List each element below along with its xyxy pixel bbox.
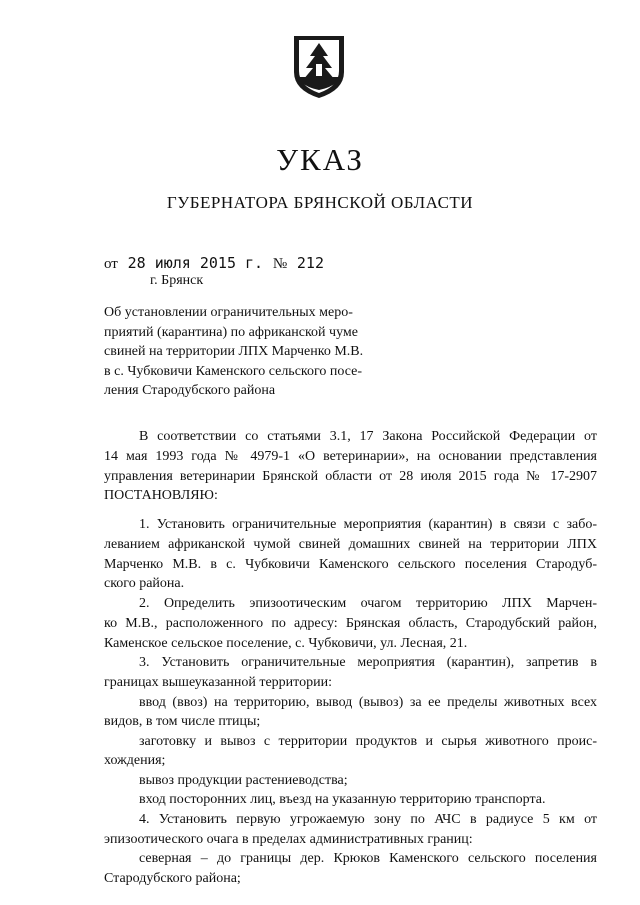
body-line: 2. Определить эпизоотическим очагом территорию ЛПХ Марчен-: [139, 596, 597, 611]
body-line: вход посторонних лиц, въезд на указанную территорию транспорта.: [139, 792, 546, 807]
date-prefix: от: [104, 256, 118, 272]
number-sign: №: [272, 256, 288, 272]
subject-line: приятий (карантина) по африканской чуме: [104, 324, 358, 340]
body-line: вывоз продукции растениеводства;: [139, 773, 348, 788]
body-line: границах вышеуказанной территории:: [104, 675, 332, 690]
body-line: 4. Установить первую угрожаемую зону по АЧС в радиусе 5 км от: [139, 812, 597, 827]
body-line: управления ветеринарии Брянской области от 28 июля 2015 года № 17-2907: [104, 469, 597, 484]
subject-line: в с. Чубковичи Каменского сельского посе-: [104, 363, 362, 379]
body-line: 3. Установить ограничительные мероприятия (карантин), запретив в: [139, 655, 597, 670]
body-line: ввод (ввоз) на территорию, вывод (вывоз) за ее пределы животных всех: [139, 695, 597, 710]
bryansk-coat-of-arms-icon: [290, 32, 348, 100]
body-line: северная – до границы дер. Крюков Каменского сельского поселения: [139, 851, 597, 866]
subject-line: Об установлении ограничительных меро-: [104, 305, 353, 320]
decree-date-line: [104, 254, 324, 273]
body-line: Стародубского района;: [104, 871, 241, 886]
body-line: 14 мая 1993 года № 4979-1 «О ветеринарии», на основании представления: [104, 449, 597, 464]
body-line: ко М.В., расположенного по адресу: Брянская область, Стародубский район,: [104, 616, 597, 631]
body-line: Каменское сельское поселение, с. Чубковичи, ул. Лесная, 21.: [104, 636, 468, 651]
body-line: хождения;: [104, 753, 166, 768]
body-line: эпизоотического очага в пределах административных границ:: [104, 832, 473, 847]
subject-line: свиней на территории ЛПХ Марченко М.В.: [104, 344, 364, 359]
body-line: ПОСТАНОВЛЯЮ:: [104, 488, 218, 503]
subject-line: ления Стародубского района: [104, 383, 276, 398]
decree-subject: [104, 303, 363, 401]
decree-date: 28 июля 2015 г.: [127, 254, 264, 272]
decree-city: г. Брянск: [150, 273, 204, 288]
body-line: 1. Установить ограничительные мероприятия (карантин) в связи с забо-: [139, 517, 597, 532]
decree-number: 212: [296, 254, 324, 272]
document-subtitle: ГУБЕРНАТОРА БРЯНСКОЙ ОБЛАСТИ: [166, 193, 474, 212]
document-title: УКАЗ: [276, 142, 364, 177]
body-line: видов, в том числе птицы;: [104, 714, 261, 729]
body-line: ского района.: [104, 576, 185, 591]
body-line: заготовку и вывоз с территории продуктов и сырья животного проис-: [139, 734, 597, 749]
body-line: Марченко М.В. в с. Чубковичи Каменского сельского поселения Стародуб-: [104, 557, 597, 572]
body-line: В соответствии со статьями 3.1, 17 Закона Российской Федерации от: [139, 429, 597, 444]
body-line: леванием африканской чумой свиней домашних свиней на территории ЛПХ: [104, 537, 597, 552]
